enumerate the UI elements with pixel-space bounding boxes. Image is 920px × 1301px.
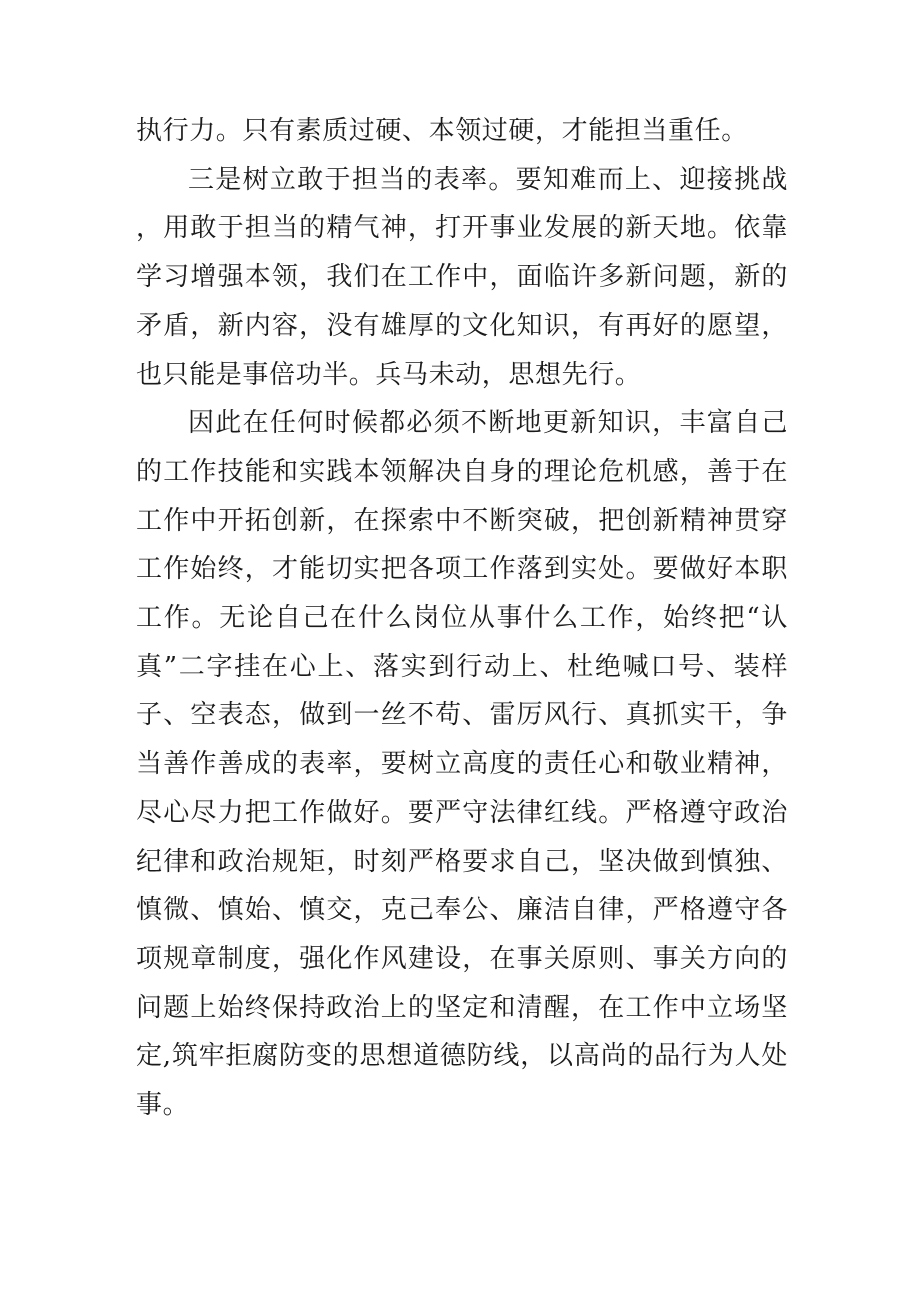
paragraph-knowledge-duty: 因此在任何时候都必须不断地更新知识，丰富自己的工作技能和实践本领解决自身的理论危机感，善于在工作中开拓创新，在探索中不断突破，把创新精神贯穿工作始终，才能切实把各项工作落到实处。要做好本职工作。无论自己在什么岗位从事什么工作，始终把“认真”二字挂在心上、落实到行动上、杜绝喊口号、装样子、空表态，做到一丝不苟、雷厉风行、真抓实干，争当善作善成的表率，要树立高度的责任心和敬业精神，尽心尽力把工作做好。要严守法律红线。严格遵守政治纪律和政治规矩，时刻严格要求自己，坚决做到慎独、慎微、慎始、慎交，克己奉公、廉洁自律，严格遵守各项规章制度，强化作风建设，在事关原则、事关方向的问题上始终保持政治上的坚定和清醒，在工作中立场坚定,筑牢拒腐防变的思想道德防线，以高尚的品行为人处事。 bbox=[136, 408, 788, 1121]
paragraph-exemplar: 三是树立敢于担当的表率。要知难而上、迎接挑战，用敢于担当的精气神，打开事业发展的新天地。依靠学习增强本领，我们在工作中，面临许多新问题，新的矛盾，新内容，没有雄厚的文化知识，有再好的愿望，也只能是事倍功半。兵马未动，思想先行。 bbox=[136, 164, 788, 390]
document-body bbox=[136, 107, 788, 1130]
paragraph-continuation: 执行力。只有素质过硬、本领过硬，才能担当重任。 bbox=[136, 116, 748, 146]
